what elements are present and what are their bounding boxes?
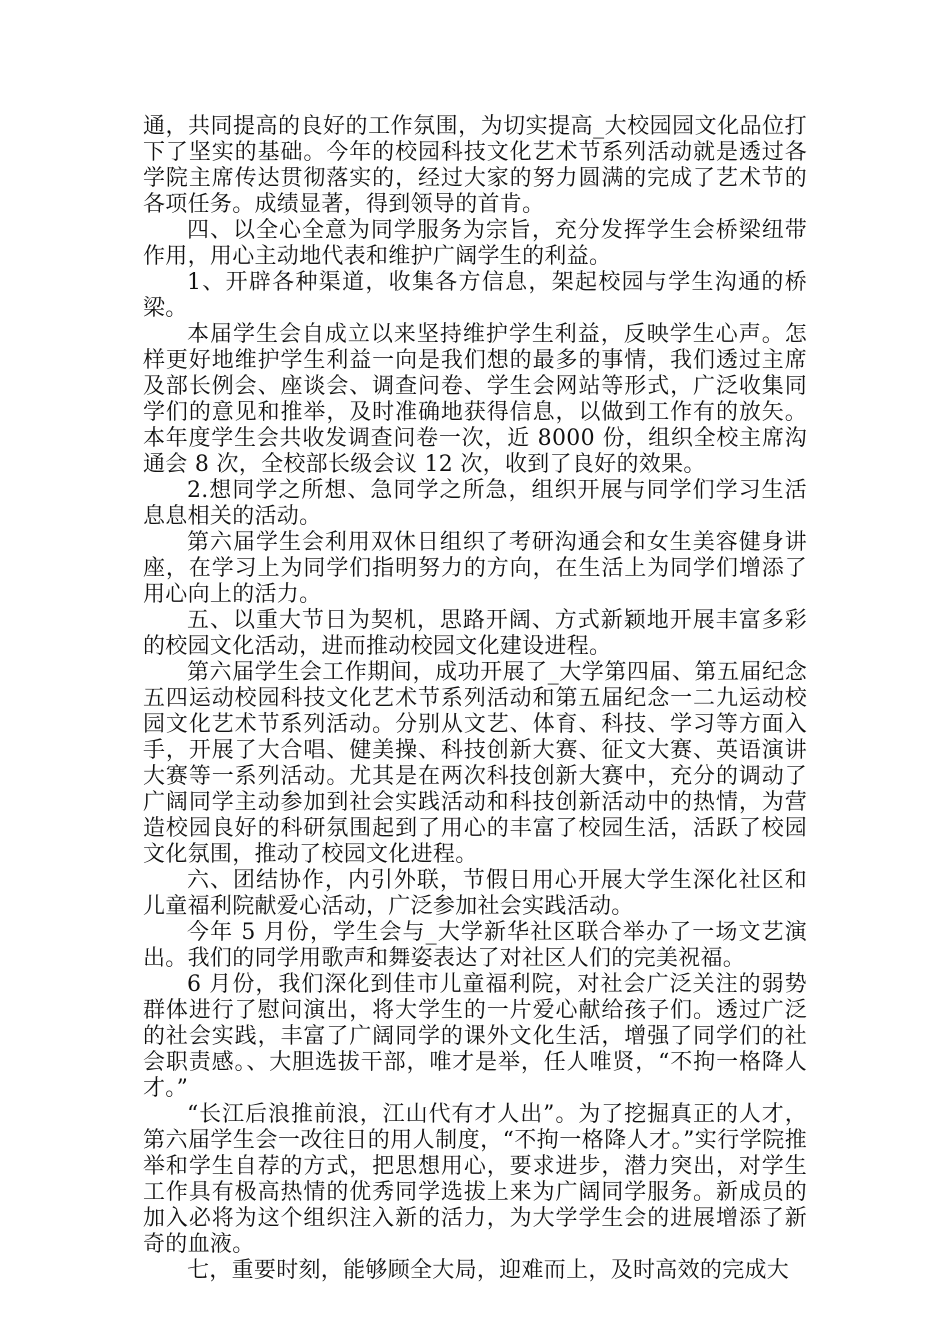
paragraph-12: “长江后浪推前浪，江山代有才人出”。为了挖掘真正的人才，第六届学生会一改往日的用人制度，“不拘一格降人才。”实行学院推举和学生自荐的方式，把思想用心，要求进步，潜力突出，对学生工作具有极高热情的优秀同学选拔上来为广阔同学服务。新成员的加入必将为这个组织注入新的活力，为大学学生会的进展增添了新奇的血液。 — [143, 1102, 807, 1257]
paragraph-10: 今年 5 月份，学生会与_大学新华社区联合举办了一场文艺演出。我们的同学用歌声和舞姿表达了对社区人们的完美祝福。 — [143, 920, 807, 971]
paragraph-2: 四、以全心全意为同学服务为宗旨，充分发挥学生会桥梁纽带作用，用心主动地代表和维护广阔学生的利益。 — [143, 218, 807, 269]
paragraph-13: 七，重要时刻，能够顾全大局，迎难而上，及时高效的完成大 — [187, 1258, 790, 1283]
paragraph-11: 6 月份，我们深化到佳市儿童福利院，对社会广泛关注的弱势群体进行了慰问演出，将大学生的一片爱心献给孩子们。透过广泛的社会实践，丰富了广阔同学的课外文化生活，增强了同学们的社会职责感。、大胆选拔干部，唯才是举，任人唯贤，“不拘一格降人才。” — [143, 972, 807, 1101]
paragraph-9: 六、团结协作，内引外联，节假日用心开展大学生深化社区和儿童福利院献爱心活动，广泛参加社会实践活动。 — [143, 868, 807, 919]
paragraph-8: 第六届学生会工作期间，成功开展了_大学第四届、第五届纪念五四运动校园科技文化艺术节系列活动和第五届纪念一二九运动校园文化艺术节系列活动。分别从文艺、体育、科技、学习等方面入手，开展了大合唱、健美操、科技创新大赛、征文大赛、英语演讲大赛等一系列活动。尤其是在两次科技创新大赛中，充分的调动了广阔同学主动参加到社会实践活动和科技创新活动中的热情，为营造校园良好的科研氛围起到了用心的丰富了校园生活，活跃了校园文化氛围，推动了校园文化进程。 — [143, 660, 807, 867]
paragraph-4: 本届学生会自成立以来坚持维护学生利益，反映学生心声。怎样更好地维护学生利益一向是我们想的最多的事情，我们透过主席及部长例会、座谈会、调查问卷、学生会网站等形式，广泛收集同学们的意见和推举，及时准确地获得信息，以做到工作有的放矢。本年度学生会共收发调查问卷一次，近 8000 份，组织全校主席沟通会 8 次，全校部长级会议 12 次，收到了良好的效果。 — [143, 322, 807, 477]
paragraph-1: 通，共同提高的良好的工作氛围，为切实提高_大校园园文化品位打下了坚实的基础。今年的校园科技文化艺术节系列活动就是透过各学院主席传达贯彻落实的，经过大家的努力圆满的完成了艺术节的各项任务。成绩显著，得到领导的首肯。 — [143, 114, 807, 217]
paragraph-3: 1、开辟各种渠道，收集各方信息，架起校园与学生沟通的桥梁。 — [143, 270, 807, 321]
paragraph-6: 第六届学生会利用双休日组织了考研沟通会和女生美容健身讲座，在学习上为同学们指明努力的方向，在生活上为同学们增添了用心向上的活力。 — [143, 530, 807, 607]
document-body — [143, 114, 807, 1284]
paragraph-5: 2.想同学之所想、急同学之所急，组织开展与同学们学习生活息息相关的活动。 — [143, 478, 807, 529]
paragraph-7: 五、以重大节日为契机，思路开阔、方式新颖地开展丰富多彩的校园文化活动，进而推动校园文化建设进程。 — [143, 608, 807, 659]
